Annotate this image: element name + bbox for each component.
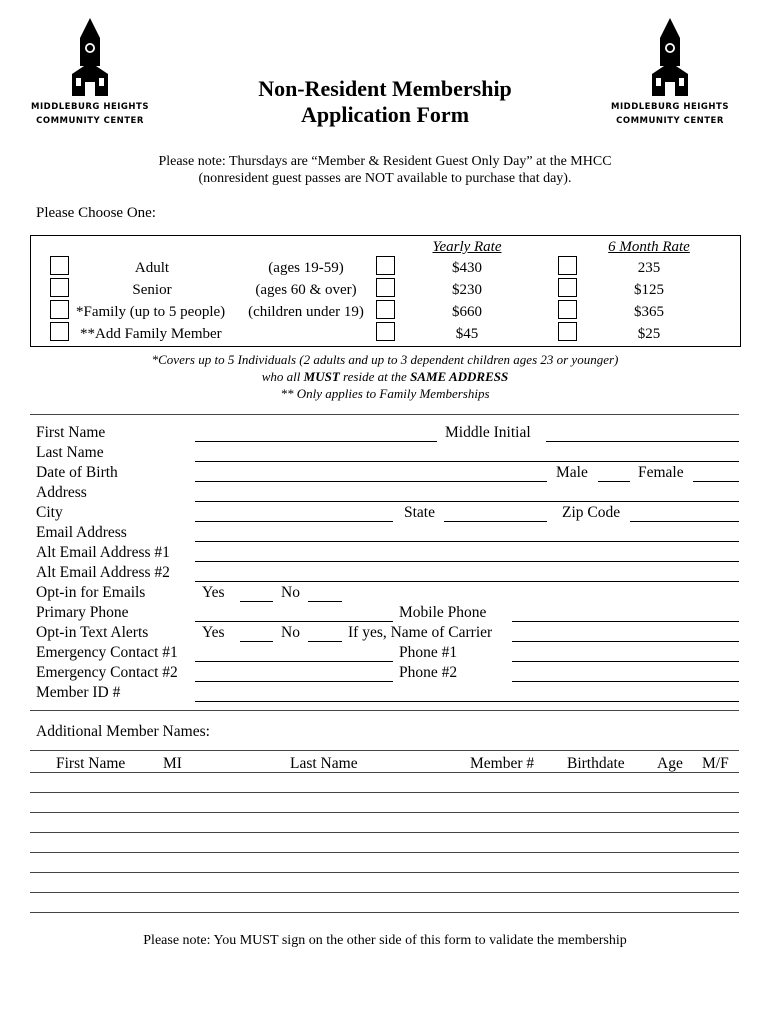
- additional-members-label: Additional Member Names:: [36, 723, 210, 740]
- six-month-rate: 235: [637, 260, 661, 276]
- divider: [30, 414, 739, 415]
- six-month-rate: $365: [634, 304, 664, 320]
- col-birthdate: Birthdate: [567, 755, 625, 772]
- footnote-text: who all: [261, 369, 304, 384]
- six-month-checkbox-add-member[interactable]: [558, 322, 577, 341]
- footnote-family: *Covers up to 5 Individuals (2 adults and up to 3 dependent children ages 23 or younger): [151, 352, 619, 367]
- col-mi: MI: [163, 755, 182, 772]
- footnote-text: reside at the: [339, 369, 411, 384]
- phone1-label: Phone #1: [399, 644, 458, 661]
- mobile-phone-label: Mobile Phone: [399, 604, 487, 621]
- title-line1: Non-Resident Membership: [258, 76, 512, 101]
- middle-initial-field[interactable]: [546, 441, 739, 442]
- col-first-name: First Name: [56, 755, 126, 772]
- address-label: Address: [36, 484, 87, 501]
- last-name-label: Last Name: [36, 444, 104, 461]
- optin-text-no-field[interactable]: [308, 641, 342, 642]
- female-label: Female: [638, 464, 684, 481]
- six-month-rate-header: 6 Month Rate: [608, 239, 690, 255]
- divider: [30, 750, 739, 751]
- membership-type: Senior: [132, 282, 172, 298]
- alt-email1-field[interactable]: [195, 561, 739, 562]
- logo-name-line2: COMMUNITY CENTER: [616, 116, 724, 126]
- page-title: [200, 76, 570, 128]
- yearly-checkbox-add-member[interactable]: [376, 322, 395, 341]
- first-name-label: First Name: [36, 424, 106, 441]
- dob-label: Date of Birth: [36, 464, 118, 481]
- carrier-label: If yes, Name of Carrier: [348, 624, 493, 641]
- optin-emails-no-field[interactable]: [308, 601, 342, 602]
- male-field[interactable]: [598, 481, 630, 482]
- yearly-rate-header: Yearly Rate: [432, 239, 502, 255]
- membership-ages: (ages 60 & over): [255, 282, 357, 298]
- member-row-line[interactable]: [30, 792, 739, 793]
- choose-label: Please Choose One:: [36, 205, 156, 221]
- email-label: Email Address: [36, 524, 127, 541]
- optin-emails-yes-label: Yes: [202, 584, 225, 601]
- logo-left: [30, 18, 150, 126]
- option-checkbox-senior[interactable]: [50, 278, 69, 297]
- optin-emails-yes-field[interactable]: [240, 601, 273, 602]
- note-line1: Please note: Thursdays are “Member & Resident Guest Only Day” at the MHCC: [158, 154, 612, 169]
- mobile-phone-field[interactable]: [512, 621, 739, 622]
- first-name-field[interactable]: [195, 441, 437, 442]
- alt-email2-label: Alt Email Address #2: [36, 564, 170, 581]
- state-label: State: [404, 504, 435, 521]
- phone1-field[interactable]: [512, 661, 739, 662]
- optin-text-label: Opt-in Text Alerts: [36, 624, 149, 641]
- optin-text-no-label: No: [281, 624, 300, 641]
- alt-email2-field[interactable]: [195, 581, 739, 582]
- zip-field[interactable]: [630, 521, 739, 522]
- col-age: Age: [657, 755, 683, 772]
- city-label: City: [36, 504, 63, 521]
- clock-tower-icon: [648, 18, 692, 98]
- col-member-number: Member #: [470, 755, 535, 772]
- optin-emails-no-label: No: [281, 584, 300, 601]
- footnote-address: [0, 369, 770, 385]
- six-month-rate: $25: [637, 326, 661, 342]
- clock-tower-icon: [68, 18, 112, 98]
- optin-emails-label: Opt-in for Emails: [36, 584, 146, 601]
- emergency1-field[interactable]: [195, 661, 393, 662]
- member-id-field[interactable]: [195, 701, 739, 702]
- emergency2-label: Emergency Contact #2: [36, 664, 178, 681]
- option-checkbox-family[interactable]: [50, 300, 69, 319]
- logo-name-line2: COMMUNITY CENTER: [36, 116, 144, 126]
- dob-field[interactable]: [195, 481, 547, 482]
- female-field[interactable]: [693, 481, 739, 482]
- zip-label: Zip Code: [562, 504, 621, 521]
- footnote-family-only: ** Only applies to Family Memberships: [280, 386, 490, 401]
- yearly-rate: $45: [455, 326, 479, 342]
- alt-email1-label: Alt Email Address #1: [36, 544, 170, 561]
- membership-type: Adult: [134, 260, 170, 276]
- optin-text-yes-field[interactable]: [240, 641, 273, 642]
- divider: [30, 710, 739, 711]
- yearly-rate: $430: [452, 260, 482, 276]
- male-label: Male: [556, 464, 588, 481]
- footnote-must: MUST: [303, 369, 340, 384]
- member-row-line[interactable]: [30, 772, 739, 773]
- emergency1-label: Emergency Contact #1: [36, 644, 178, 661]
- yearly-checkbox-adult[interactable]: [376, 256, 395, 275]
- logo-name-line1: MIDDLEBURG HEIGHTS: [31, 102, 149, 112]
- last-name-field[interactable]: [195, 461, 739, 462]
- member-row-line[interactable]: [30, 812, 739, 813]
- member-row-line[interactable]: [30, 912, 739, 913]
- option-checkbox-add-member[interactable]: [50, 322, 69, 341]
- membership-ages: (ages 19-59): [268, 260, 344, 276]
- emergency2-field[interactable]: [195, 681, 393, 682]
- note-line2: (nonresident guest passes are NOT available to purchase that day).: [198, 171, 572, 186]
- logo-name-line1: MIDDLEBURG HEIGHTS: [611, 102, 729, 112]
- member-row-line[interactable]: [30, 872, 739, 873]
- footer-note: Please note: You MUST sign on the other side of this form to validate the membership: [143, 933, 627, 948]
- membership-type: *Family (up to 5 people): [76, 304, 226, 320]
- footnote-same-address: SAME ADDRESS: [410, 369, 509, 384]
- six-month-rate: $125: [634, 282, 664, 298]
- title-line2: Application Form: [300, 102, 470, 127]
- thursday-note: [0, 153, 770, 187]
- yearly-checkbox-family[interactable]: [376, 300, 395, 319]
- membership-ages: (children under 19): [248, 304, 364, 320]
- membership-type: **Add Family Member: [80, 326, 222, 342]
- col-mf: M/F: [702, 755, 729, 772]
- optin-text-yes-label: Yes: [202, 624, 225, 641]
- phone2-label: Phone #2: [399, 664, 458, 681]
- member-row-line[interactable]: [30, 852, 739, 853]
- six-month-checkbox-senior[interactable]: [558, 278, 577, 297]
- primary-phone-label: Primary Phone: [36, 604, 129, 621]
- carrier-field[interactable]: [512, 641, 739, 642]
- city-field[interactable]: [195, 521, 393, 522]
- member-id-label: Member ID #: [36, 684, 121, 701]
- email-field[interactable]: [195, 541, 739, 542]
- logo-right: [610, 18, 730, 126]
- yearly-checkbox-senior[interactable]: [376, 278, 395, 297]
- phone2-field[interactable]: [512, 681, 739, 682]
- middle-initial-label: Middle Initial: [445, 424, 531, 441]
- six-month-checkbox-family[interactable]: [558, 300, 577, 319]
- member-row-line[interactable]: [30, 892, 739, 893]
- yearly-rate: $230: [452, 282, 482, 298]
- address-field[interactable]: [195, 501, 739, 502]
- col-last-name: Last Name: [290, 755, 358, 772]
- primary-phone-field[interactable]: [195, 621, 393, 622]
- yearly-rate: $660: [452, 304, 482, 320]
- option-checkbox-adult[interactable]: [50, 256, 69, 275]
- six-month-checkbox-adult[interactable]: [558, 256, 577, 275]
- state-field[interactable]: [444, 521, 547, 522]
- member-row-line[interactable]: [30, 832, 739, 833]
